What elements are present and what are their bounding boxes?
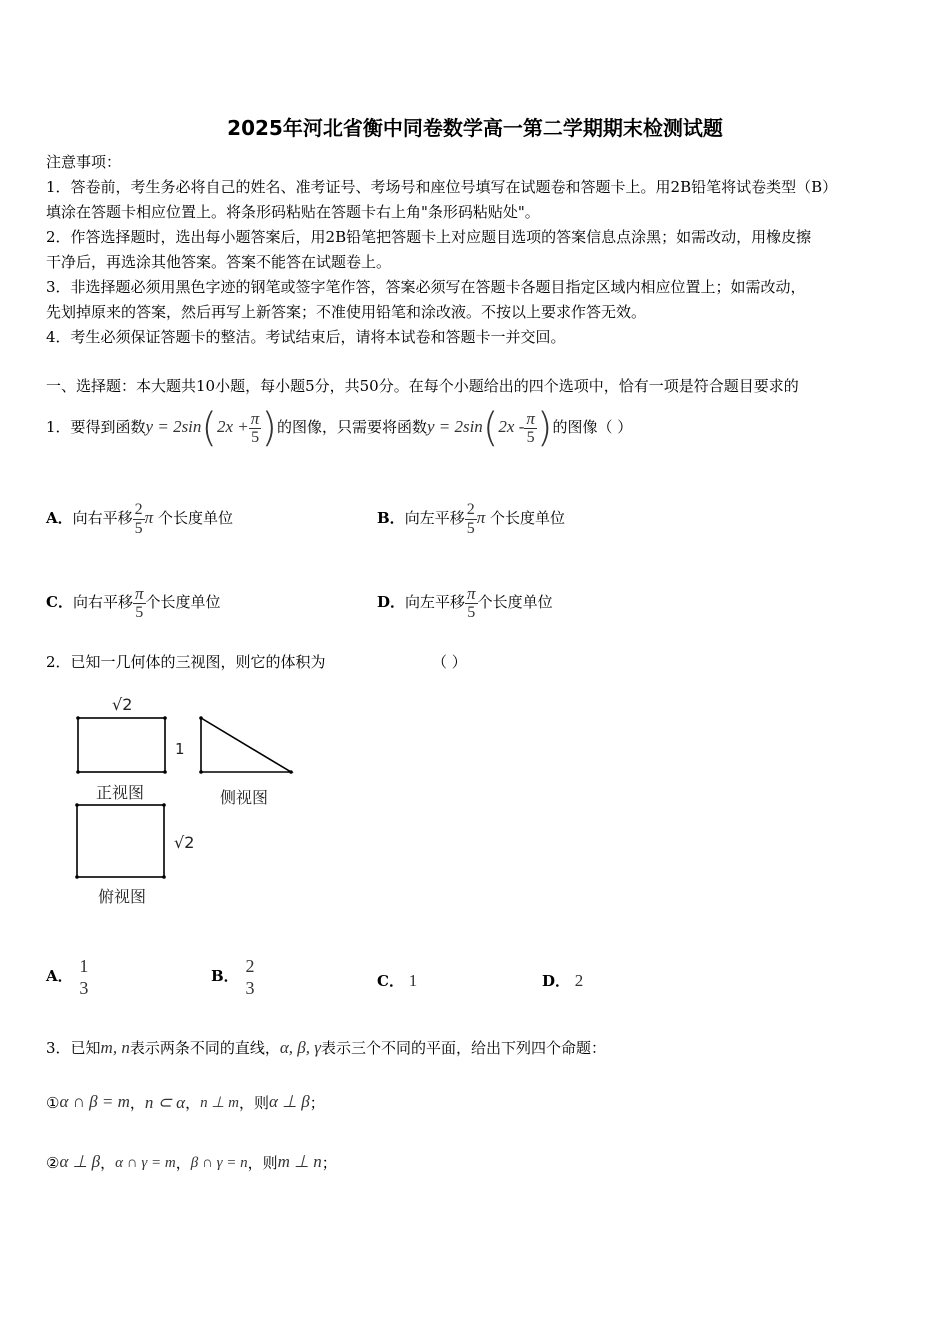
q1-option-c[interactable]: C．向右平移 $\frac{\pi}{5}$ 个长度单位 (46, 583, 221, 621)
three-view-diagram (60, 688, 320, 913)
notice-line-2a: 2．作答选择题时，选出每小题答案后，用2B铅笔把答题卡上对应题目选项的答案信息点涂黑；如需改动，用橡皮擦 (46, 228, 812, 246)
notice-line-2b: 干净后，再选涂其他答案。答案不能答在试题卷上。 (46, 253, 392, 271)
q2-option-d[interactable]: D． 2 (542, 971, 584, 990)
q2-option-a[interactable]: A． 1 3 (46, 956, 89, 998)
notice-heading: 注意事项： (46, 153, 122, 171)
q1-suffix: 的图像（ ） (552, 418, 633, 436)
q1-formula-2-frac: $\frac{\pi}{5}$ (526, 408, 535, 446)
side-view-triangle (201, 718, 291, 772)
q3-proposition-1: ①α ∩ β = m，n ⊂ α，n ⊥ m，则α ⊥ β； (46, 1092, 325, 1112)
q3-proposition-2: ②α ⊥ β，α ∩ γ = m，β ∩ γ = n，则m ⊥ n； (46, 1152, 337, 1172)
q1-formula-1-frac: $\frac{\pi}{5}$ (250, 408, 260, 446)
top-depth-label: √2 (174, 833, 195, 852)
front-width-label: √2 (112, 695, 133, 714)
front-height-label: 1 (175, 740, 185, 758)
q2-option-b[interactable]: B． 2 3 (211, 956, 255, 998)
notice-line-4: 4．考生必须保证答题卡的整洁。考试结束后，请将本试卷和答题卡一并交回。 (46, 328, 566, 346)
top-view-caption: 俯视图 (98, 887, 147, 906)
q1-paren-open: ( (201, 405, 218, 451)
q1-d-frac: $\frac{\pi}{5}$ (467, 583, 476, 621)
front-view-caption: 正视图 (96, 783, 145, 802)
section-heading: 一、选择题：本大题共10小题，每小题5分，共50分。在每个小题给出的四个选项中，恰有一项是符合题目要求的 (46, 377, 799, 395)
q1-formula-2-inner: 2x - (498, 417, 525, 436)
question-1: 1．要得到函数y = 2sin(2x + $\frac{\pi}{5}$ )的图像，只需要将函数y = 2sin(2x - $\frac{\pi}{5}$ )的图像（ ） (46, 405, 633, 451)
q2-option-c[interactable]: C． 1 (377, 971, 418, 990)
q1-formula-2-lhs: y = 2sin (426, 417, 483, 436)
q1-a-frac: $\frac{2}{5}$ (134, 500, 143, 537)
q1-b-frac: $\frac{2}{5}$ (466, 500, 475, 537)
front-view-rect (78, 718, 165, 772)
q1-mid: 的图像，只需要将函数 (276, 418, 427, 436)
notice-line-1b: 填涂在答题卡相应位置上。将条形码粘贴在答题卡右上角"条形码粘贴处"。 (46, 203, 540, 221)
top-view-rect (77, 805, 164, 877)
question-2: 2．已知一几何体的三视图，则它的体积为 (46, 653, 326, 671)
q1-option-b[interactable]: B．向左平移 $\frac{2}{5}$ π 个长度单位 (377, 500, 566, 537)
q1-option-d[interactable]: D．向左平移 $\frac{\pi}{5}$ 个长度单位 (377, 583, 553, 621)
q1-c-frac: $\frac{\pi}{5}$ (134, 583, 144, 621)
q1-prefix: 1．要得到函数 (46, 418, 146, 436)
notice-line-1a: 1．答卷前，考生务必将自己的姓名、准考证号、考场号和座位号填写在试题卷和答题卡上。用2B铅笔将试卷类型（B） (46, 178, 838, 196)
q1-paren-close: ) (261, 405, 277, 451)
notice-line-3b: 先划掉原来的答案，然后再写上新答案；不准使用铅笔和涂改液。不按以上要求作答无效。 (46, 303, 647, 321)
q3-lines: m, n (100, 1038, 130, 1057)
q1-formula-1-inner: 2x + (217, 417, 249, 436)
q1-formula-1-lhs: y = 2sin (145, 417, 202, 436)
side-view-caption: 侧视图 (220, 788, 269, 807)
notice-line-3a: 3．非选择题必须用黑色字迹的钢笔或签字笔作答，答案必须写在答题卡各题目指定区域内相应位置上；如需改动， (46, 278, 806, 296)
question-3: 3．已知m, n表示两条不同的直线，α, β, γ表示三个不同的平面，给出下列四个命题： (46, 1038, 606, 1057)
q1-option-a[interactable]: A．向右平移 $\frac{2}{5}$ π 个长度单位 (46, 500, 233, 537)
q3-planes: α, β, γ (279, 1038, 321, 1057)
page-title: 2025年河北省衡中同卷数学高一第二学期期末检测试题 (227, 116, 723, 140)
q2-blank: （ ） (432, 653, 467, 671)
